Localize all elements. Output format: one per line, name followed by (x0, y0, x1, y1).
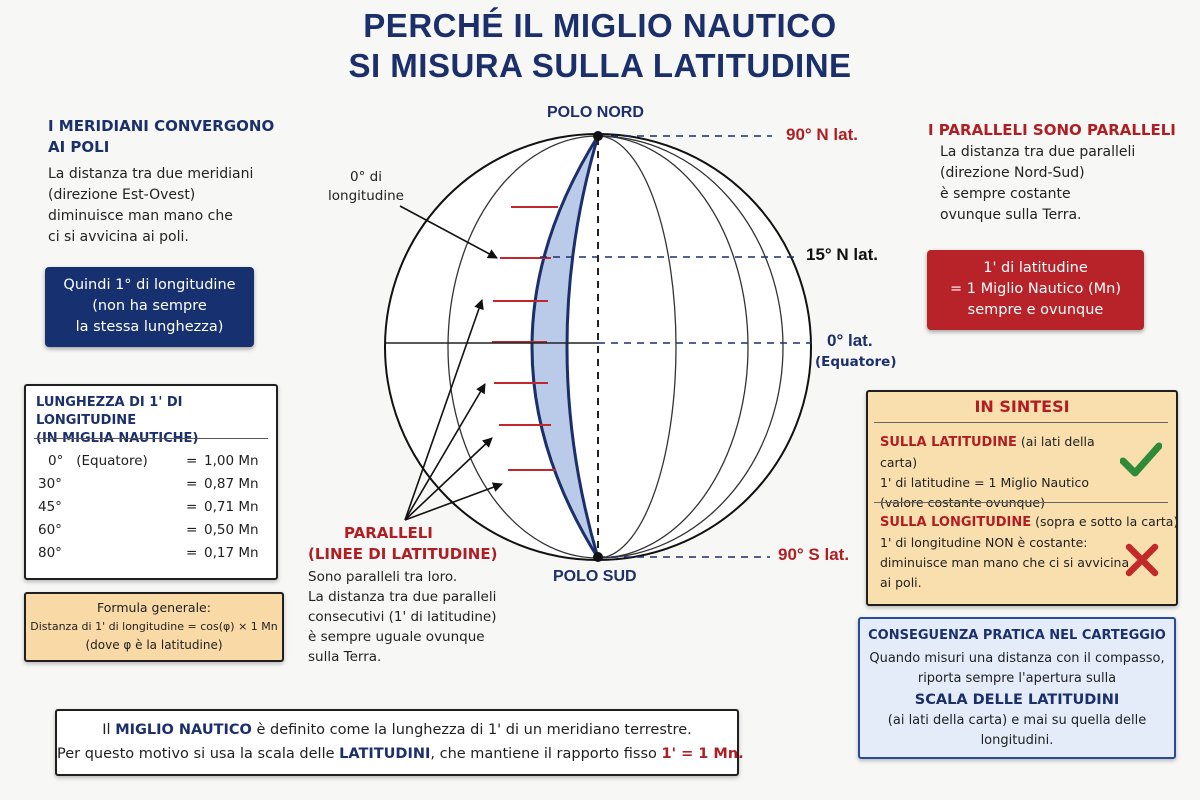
bottom-emphasis: MIGLIO NAUTICO (115, 722, 252, 738)
meridiani-heading-2: AI POLI (48, 138, 110, 156)
paralleli-line: Sono paralleli tra loro. (308, 569, 458, 585)
meridiani-heading-1: I MERIDIANI CONVERGONO (48, 117, 275, 135)
quindi-line: la stessa lunghezza) (75, 319, 224, 335)
sintesi-lon-line-1: 1' di longitudine NON è costante: (880, 535, 1088, 550)
table-lat: 45° (38, 499, 62, 515)
table-eq: = (186, 499, 198, 515)
conseguenza-box (858, 617, 1176, 759)
sintesi-box (866, 390, 1178, 606)
bottom-line-1 (57, 718, 737, 742)
paralleli-line: sulla Terra. (308, 649, 382, 665)
paralleli-right-heading: I PARALLELI SONO PARALLELI (928, 121, 1176, 139)
paralleli-right-line: (direzione Nord-Sud) (940, 165, 1085, 181)
paralleli-text (308, 567, 528, 667)
sintesi-latitude (880, 432, 1120, 513)
table-lat: 80° (38, 545, 62, 561)
paralleli-heading-2: (LINEE DI LATITUDINE) (308, 545, 498, 563)
latitude-box-line: 1' di latitudine (983, 260, 1088, 276)
table-val: 1,00 Mn (204, 453, 259, 469)
paralleli-right-line: La distanza tra due paralleli (940, 144, 1136, 160)
bottom-text: è definito come la lunghezza di 1' di un meridiano terrestre. (256, 722, 692, 738)
bottom-text: Il (102, 722, 111, 738)
title-line-1: PERCHÉ IL MIGLIO NAUTICO (363, 7, 837, 44)
latitude-box (927, 250, 1144, 330)
latitude-box-line: sempre e ovunque (967, 302, 1104, 318)
conseguenza-text (860, 649, 1174, 751)
bottom-emphasis: LATITUDINI (339, 746, 431, 762)
table-heading-line-2: (IN MIGLIA NAUTICHE) (36, 431, 199, 446)
longitude-label (316, 168, 416, 206)
conseguenza-line-2: riporta sempre l'apertura sulla (917, 671, 1117, 686)
quindi-line: (non ha sempre (92, 298, 207, 314)
latitude-box-line: = 1 Miglio Nautico (Mn) (950, 281, 1121, 297)
paralleli-line: La distanza tra due paralleli (308, 589, 497, 605)
paralleli-right-line: ovunque sulla Terra. (940, 207, 1082, 223)
table-val: 0,50 Mn (204, 522, 259, 538)
south-pole-dot (593, 552, 603, 562)
formula-line-1: Distanza di 1' di longitudine = cos(φ) × 1 Mn (30, 620, 278, 633)
table-eq: = (186, 522, 198, 538)
longitude-label-line-2: longitudine (328, 188, 404, 204)
conseguenza-emphasis: SCALA DELLE LATITUDINI (914, 692, 1120, 708)
table-lat: 60° (38, 522, 62, 538)
table-eq: = (186, 545, 198, 561)
title-line-2: SI MISURA SULLA LATITUDINE (348, 47, 852, 84)
sintesi-lon-note: (sopra e sotto la carta) (1035, 514, 1179, 529)
sintesi-heading: IN SINTESI (974, 397, 1070, 416)
paralleli-line: consecutivi (1' di latitudine) (308, 609, 497, 625)
lat-90s-label: 90° S lat. (778, 545, 850, 564)
bottom-line-2 (57, 742, 744, 766)
equatore-label: (Equatore) (815, 354, 897, 370)
sintesi-lat-heading: SULLA LATITUDINE (880, 435, 1017, 450)
table-lat: 30° (38, 476, 62, 492)
lat-90n-label: 90° N lat. (786, 125, 858, 144)
bottom-text: , che mantiene il rapporto fisso (430, 746, 657, 762)
sintesi-lon-line-3: ai poli. (880, 575, 922, 590)
cross-icon (1124, 542, 1160, 578)
longitude-label-line-1: 0° di (350, 169, 382, 185)
polo-nord-label: POLO NORD (547, 104, 644, 121)
polo-sud-label: POLO SUD (553, 568, 637, 585)
lat-15n-label: 15° N lat. (806, 245, 878, 264)
sintesi-lon-heading: SULLA LONGITUDINE (880, 515, 1032, 530)
conseguenza-line-1: Quando misuri una distanza con il compasso, (869, 651, 1165, 666)
paralleli-heading-1: PARALLELI (344, 524, 433, 542)
table-val: 0,87 Mn (204, 476, 259, 492)
formula-line-2: (dove φ è la latitudine) (85, 638, 223, 652)
sintesi-divider-top (874, 422, 1168, 423)
lat-0-label: 0° lat. (827, 331, 873, 350)
table-eq: = (186, 476, 198, 492)
sintesi-lat-line-2: (valore costante ovunque) (880, 495, 1045, 510)
bottom-text: Per questo motivo si usa la scala delle (57, 746, 335, 762)
paralleli-right-text (928, 142, 1178, 226)
formula-heading: Formula generale: (97, 600, 211, 615)
sintesi-lon-line-2: diminuisce man mano che ci si avvicina (880, 555, 1130, 570)
conseguenza-line-4: longitudini. (980, 733, 1054, 748)
table-val: 0,71 Mn (204, 499, 259, 515)
meridiani-line: (direzione Est-Ovest) (48, 187, 196, 203)
bottom-summary-box (55, 709, 744, 776)
conseguenza-heading: CONSEGUENZA PRATICA NEL CARTEGGIO (868, 628, 1166, 643)
sintesi-divider-mid (874, 502, 1168, 503)
north-pole-dot (593, 131, 603, 141)
conseguenza-line-3: (ai lati della carta) e mai su quella delle (887, 713, 1147, 728)
table-val: 0,17 Mn (204, 545, 259, 561)
sintesi-lat-note: (ai lati della carta) (880, 434, 1095, 470)
quindi-line: Quindi 1° di longitudine (63, 277, 236, 293)
meridiani-line: ci si avvicina ai poli. (48, 229, 189, 245)
paralleli-line: è sempre uguale ovunque (308, 629, 485, 645)
table-heading-line-1: LUNGHEZZA DI 1' DI LONGITUDINE (36, 395, 183, 428)
table-lat: 0° (Equatore) (48, 453, 148, 469)
table-eq: = (186, 453, 198, 469)
meridiani-line: La distanza tra due meridiani (48, 166, 254, 182)
paralleli-right-section (928, 120, 1178, 226)
paralleli-note (308, 523, 528, 667)
paralleli-right-line: è sempre costante (940, 186, 1071, 202)
meridiani-line: diminuisce man mano che (48, 208, 233, 224)
bottom-emphasis-red: 1' = 1 Mn. (661, 746, 744, 762)
sintesi-lat-line-1: 1' di latitudine = 1 Miglio Nautico (880, 475, 1090, 490)
check-icon (1120, 442, 1162, 478)
